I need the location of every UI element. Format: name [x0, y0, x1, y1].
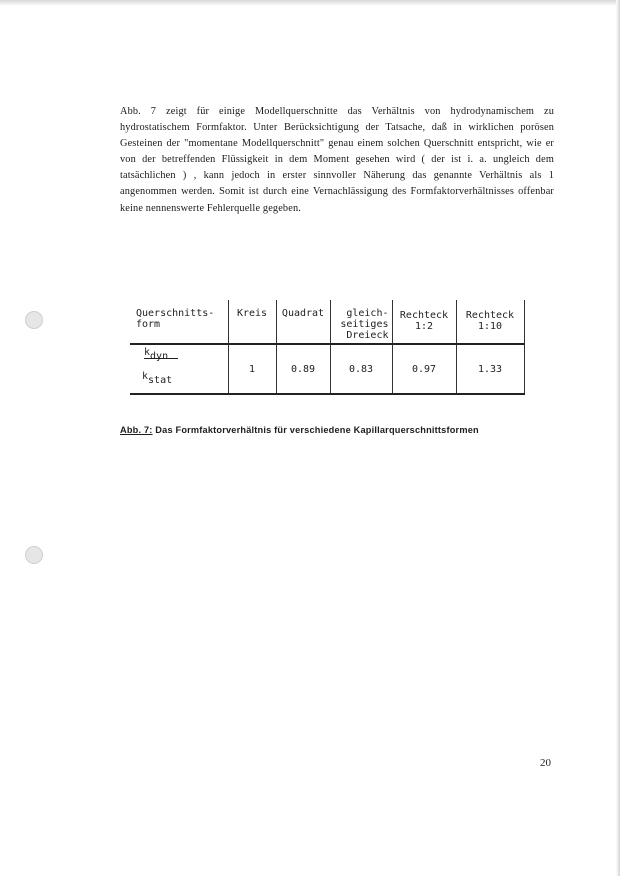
header-rechteck-1-2	[392, 300, 456, 344]
table-value-row	[130, 344, 524, 394]
header-rechteck-1-10	[456, 300, 524, 344]
page-number: 20	[540, 757, 551, 769]
punch-hole-top	[25, 311, 43, 329]
value-dreieck: 0.83	[330, 344, 392, 394]
page-top-edge	[0, 0, 620, 6]
ratio-kdyn-kstat	[130, 345, 228, 393]
value-rechteck-1-2: 0.97	[392, 344, 456, 394]
value-kreis: 1	[228, 344, 276, 394]
header-querschnittsform	[130, 300, 228, 344]
caption-text: Das Formfaktorverhältnis für verschiedene Kapillarquerschnittsformen	[152, 425, 479, 435]
header-form-line1: Querschnitts-	[136, 308, 215, 319]
ratio-numerator	[144, 347, 178, 362]
numerator-base: k	[144, 347, 151, 358]
header-rechteck12-line2: 1:2	[414, 321, 434, 332]
header-kreis: Kreis	[228, 300, 276, 344]
numerator-subscript: dyn	[150, 351, 169, 362]
header-form-line2: form	[136, 319, 161, 330]
header-dreieck-line2: seitiges	[340, 319, 389, 330]
header-dreieck-line3: Dreieck	[346, 330, 389, 341]
header-dreieck-line1: gleich-	[346, 308, 389, 319]
denominator-subscript: stat	[148, 375, 173, 386]
value-rechteck-1-10: 1.33	[456, 344, 524, 394]
table-header-row	[130, 300, 524, 344]
value-quadrat: 0.89	[276, 344, 330, 394]
ratio-label-cell	[130, 344, 228, 394]
denominator-base: k	[142, 371, 149, 382]
header-quadrat: Quadrat	[276, 300, 330, 344]
ratio-denominator	[142, 371, 173, 386]
form-factor-table	[130, 300, 525, 395]
header-rechteck110-line2: 1:10	[477, 321, 503, 332]
header-rechteck110-line1: Rechteck	[465, 310, 515, 321]
body-paragraph: Abb. 7 zeigt für einige Modellquerschnitte das Verhältnis von hydrodynamischem zu hydrostatischem Formfaktor. Unter Berücksichtigung der Tatsache, daß in wirklichen porösen Gesteinen der "momentane Modellquerschnitt" genau einem solchen Querschnitt entspricht, wie er von der betreffenden Flüssigkeit in dem Moment gesehen wird ( der ist i. a. ungleich dem tatsächlichen ) , kann jedoch in erster sinnvoller Näherung das genannte Verhältnis als 1 angenommen werden. Somit ist durch eine Vernachlässigung des Formfaktorverhältnisses offenbar keine nennenswerte Fehlerquelle gegeben.	[120, 106, 554, 214]
header-dreieck	[330, 300, 392, 344]
page-right-edge	[616, 0, 620, 876]
caption-label: Abb. 7:	[120, 425, 153, 435]
header-rechteck12-line1: Rechteck	[399, 310, 449, 321]
punch-hole-bottom	[25, 546, 43, 564]
figure-caption	[120, 425, 479, 435]
